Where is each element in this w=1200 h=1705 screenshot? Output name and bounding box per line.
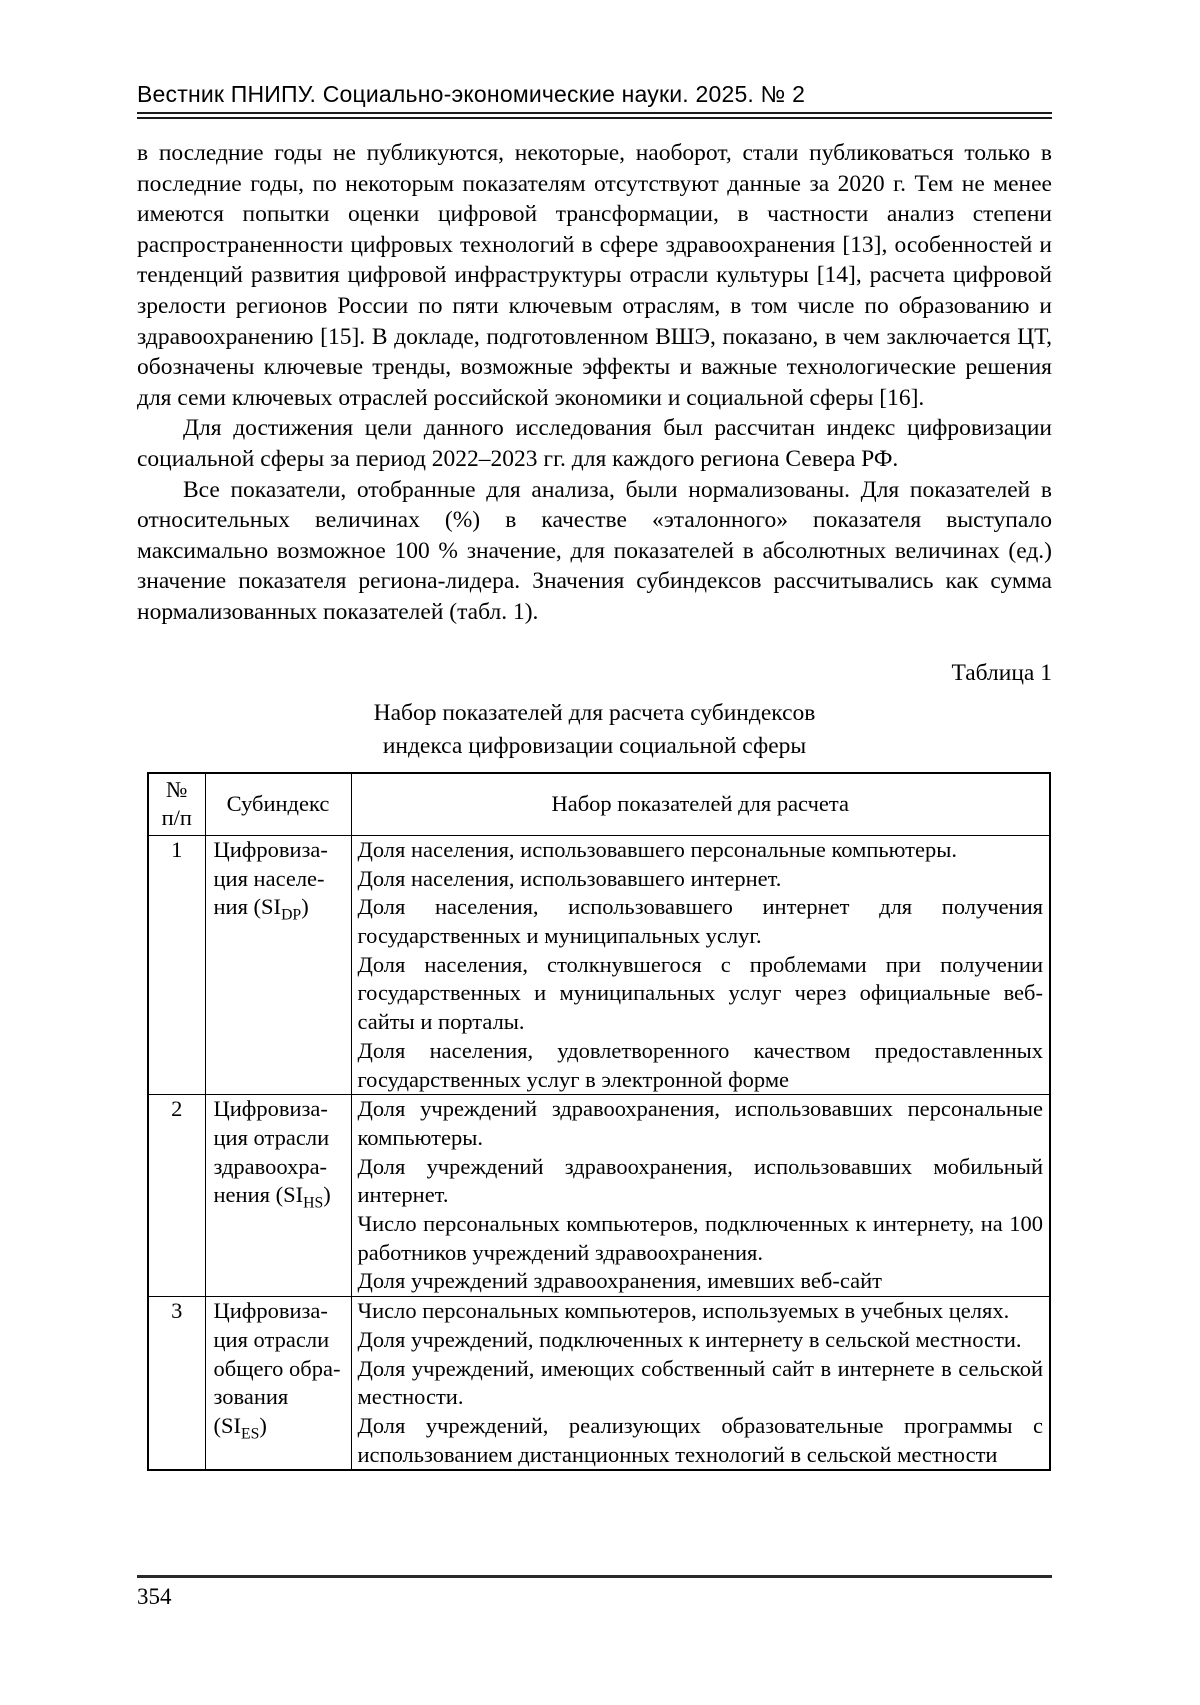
subindex-subscript: HS (303, 1194, 324, 1212)
table-row (148, 835, 1050, 1094)
row-number: 2 (148, 1095, 205, 1297)
indicators-cell (351, 1297, 1050, 1471)
table-row (148, 1095, 1050, 1297)
subindex-cell (205, 1095, 351, 1297)
row-number: 1 (148, 835, 205, 1094)
indicator-item: Доля учреждений, имеющих собственный сайт в интернете в сельской местности. (357, 1355, 1043, 1410)
paragraph: Все показатели, отобранные для анализа, были нормализованы. Для показателей в относительных величинах (%) в качестве «эталонного» показателя выступало максимально возможное 100 % значение, для показателей в абсолютных величинах (ед.) значение показателя региона-лидера. Значения субиндексов рассчитывались как сумма нормализованных показателей (табл. 1). (137, 476, 1052, 625)
indicator-item: Число персональных компьютеров, подключенных к интернету, на 100 работников учреждений здравоохранения. (357, 1211, 1043, 1265)
indicator-item: Доля населения, столкнувшегося с проблемами при получении государственных и муниципальных услуг через официальные веб-сайты и порталы. (357, 951, 1043, 1035)
row-number: 3 (148, 1297, 205, 1471)
indicator-item: Доля населения, удовлетворенного качеством предоставленных государственных услуг в электронной форме (357, 1037, 1043, 1092)
indicators-table (147, 772, 1051, 1472)
indicator-item: Доля учреждений здравоохранения, имевших веб-сайт (357, 1268, 882, 1294)
header-double-rule (137, 112, 1052, 119)
subindex-close: ) (259, 1412, 267, 1438)
subindex-name: Цифровиза- ция населе- ния (SI (213, 836, 328, 920)
indicator-item: Доля населения, использовавшего интернет для получения государственных и муниципальных услуг. (357, 894, 1043, 949)
subindex-cell (205, 1297, 351, 1471)
page-content (137, 0, 1052, 1471)
subindex-close: ) (323, 1182, 331, 1208)
subindex-close: ) (301, 894, 309, 920)
indicator-item: Доля учреждений здравоохранения, использовавших персональные компьютеры. (357, 1096, 1043, 1150)
indicator-item: Доля учреждений здравоохранения, использовавших мобильный интернет. (357, 1153, 1043, 1208)
subindex-subscript: DP (281, 906, 302, 924)
subindex-cell (205, 835, 351, 1094)
subindex-name: Цифровиза- ция отрасли общего обра- зования (SI (213, 1298, 341, 1438)
indicator-item: Число персональных компьютеров, используемых в учебных целях. (357, 1298, 1010, 1324)
footer-rule (137, 1575, 1052, 1578)
header-cell-indicators: Набор показателей для расчета (351, 773, 1050, 836)
subindex-subscript: ES (241, 1425, 260, 1443)
indicators-cell (351, 1095, 1050, 1297)
indicators-cell (351, 835, 1050, 1094)
table-number-label: Таблица 1 (951, 659, 1052, 686)
indicator-item: Доля учреждений, подключенных к интернету в сельской местности. (357, 1326, 1022, 1352)
running-head: Вестник ПНИПУ. Социально-экономические науки. 2025. № 2 (137, 81, 806, 107)
page-number: 354 (137, 1584, 172, 1609)
table-row (148, 1297, 1050, 1471)
indicator-item: Доля учреждений, реализующих образовательные программы с использованием дистанционных технологий в сельской местности (357, 1412, 1043, 1467)
body-text (137, 138, 1052, 628)
header-cell-subindex: Субиндекс (205, 773, 351, 836)
page-footer (137, 1575, 1052, 1610)
paragraph: в последние годы не публикуются, некоторые, наоборот, стали публиковаться только в последние годы, по некоторым показателям отсутствуют данные за 2020 г. Тем не менее имеются попытки оценки цифровой трансформации, в частности анализ степени распространенности цифровых технологий в сфере здравоохранения [13], особенностей и тенденций развития цифровой инфраструктуры отрасли культуры [14], расчета цифровой зрелости регионов России по пяти ключевым отраслям, в том числе по образованию и здравоохранению [15]. В докладе, подготовленном ВШЭ, показано, в чем заключается ЦТ, обозначены ключевые тренды, возможные эффекты и важные технологические решения для семи ключевых отраслей российской экономики и социальной сферы [16]. (137, 140, 1052, 411)
indicator-item: Доля населения, использовавшего персональные компьютеры. (357, 836, 957, 862)
indicator-item: Доля населения, использовавшего интернет. (357, 865, 782, 891)
table-header-row (148, 773, 1050, 836)
table-caption: Набор показателей для расчета субиндексов индекса цифровизации социальной сферы (373, 699, 816, 759)
subindex-name: Цифровиза- ция отрасли здравоохра- нения (SI (213, 1096, 330, 1208)
paragraph: Для достижения цели данного исследования был рассчитан индекс цифровизации социальной сферы за период 2022–2023 гг. для каждого региона Севера РФ. (137, 415, 1052, 472)
header-cell-num: № п/п (148, 773, 205, 836)
